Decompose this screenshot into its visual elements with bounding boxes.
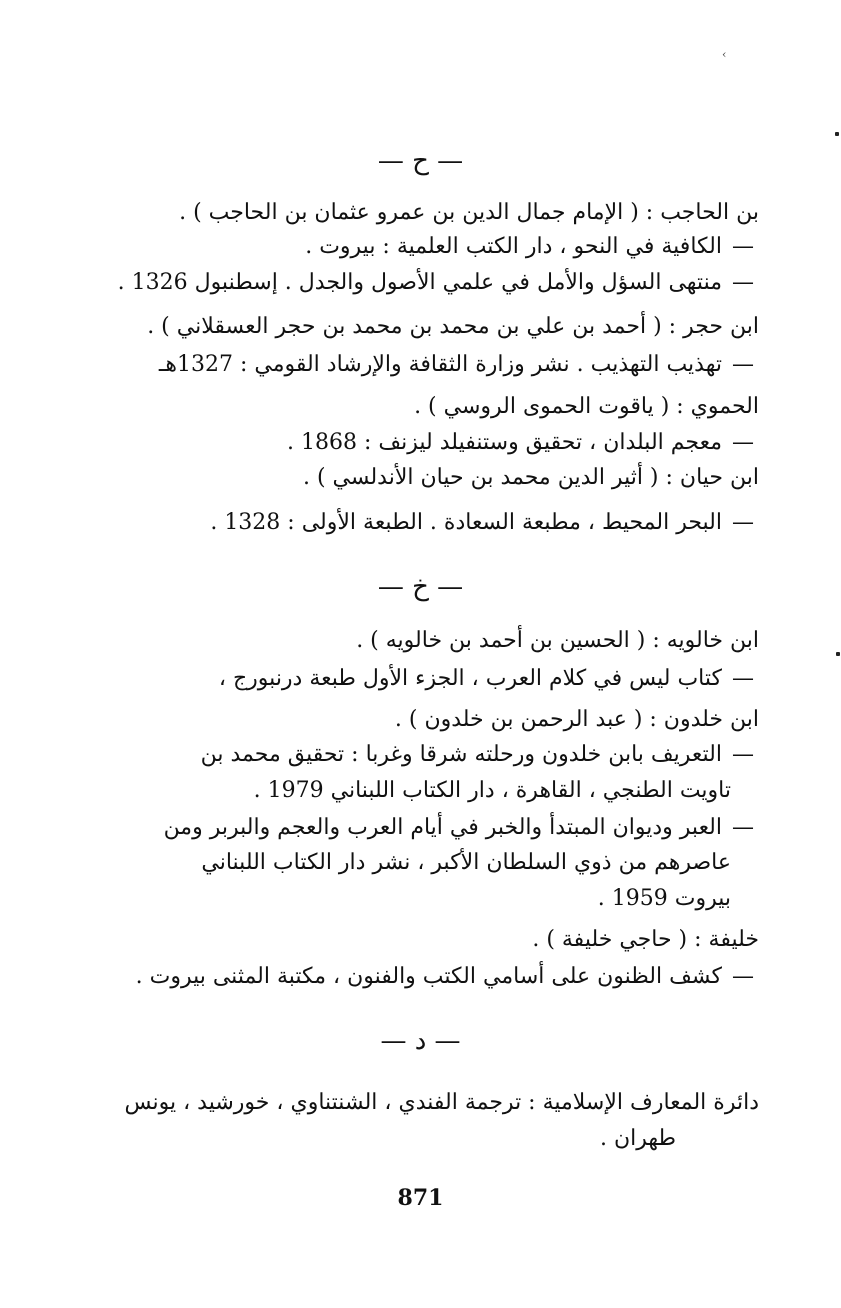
section-heading-ha: — ح — xyxy=(377,146,464,176)
corner-mark: ‹ xyxy=(722,48,727,61)
entry-work: —تهذيب التهذيب . نشر وزارة الثقافة والإرشاد القومي : 1327هـ xyxy=(158,352,754,377)
entry-author: الحموي : ( ياقوت الحموى الروسي ) . xyxy=(414,394,759,419)
entry-work: —العبر وديوان المبتدأ والخبر في أيام العرب والعجم والبربر ومن xyxy=(163,815,754,840)
entry-work-continued: عاصرهم من ذوي السلطان الأكبر ، نشر دار الكتاب اللبناني xyxy=(201,850,731,875)
entry-work: —معجم البلدان ، تحقيق وستنفيلد ليزنف : 1868 . xyxy=(286,430,754,455)
entry-author: ابن خلدون : ( عبد الرحمن بن خلدون ) . xyxy=(394,707,759,732)
entry-author: ابن حجر : ( أحمد بن علي بن محمد بن محمد بن حجر العسقلاني ) . xyxy=(147,314,759,339)
entry-author: ابن خالويه : ( الحسين بن أحمد بن خالويه ) . xyxy=(356,628,759,653)
margin-mark xyxy=(835,132,839,136)
entry-author: بن الحاجب : ( الإمام جمال الدين بن عمرو عثمان بن الحاجب ) . xyxy=(179,200,759,225)
entry-work-continued: طهران . xyxy=(599,1126,676,1151)
entry-work: —كتاب ليس في كلام العرب ، الجزء الأول طبعة درنبورج ، xyxy=(218,666,754,691)
section-heading-dal: — د — xyxy=(380,1026,461,1056)
entry-author: خليفة : ( حاجي خليفة ) . xyxy=(532,927,759,952)
entry-work: —البحر المحيط ، مطبعة السعادة . الطبعة الأولى : 1328 . xyxy=(210,510,754,535)
margin-mark xyxy=(836,652,840,656)
entry-work: —كشف الظنون على أسامي الكتب والفنون ، مكتبة المثنى بيروت . xyxy=(135,964,754,989)
entry-work: —الكافية في النحو ، دار الكتب العلمية : بيروت . xyxy=(305,234,754,259)
entry-work-continued: بيروت 1959 . xyxy=(597,886,731,911)
entry-work: —منتهى السؤل والأمل في علمي الأصول والجدل . إسطنبول 1326 . xyxy=(117,270,754,295)
section-heading-kha: — خ — xyxy=(377,572,464,602)
entry-author: دائرة المعارف الإسلامية : ترجمة الفندي ، الشنتناوي ، خورشيد ، يونس xyxy=(124,1090,759,1115)
entry-work-continued: تاويت الطنجي ، القاهرة ، دار الكتاب اللبناني 1979 . xyxy=(253,778,731,803)
entry-work: —التعريف بابن خلدون ورحلته شرقا وغربا : تحقيق محمد بن xyxy=(200,742,754,767)
entry-author: ابن حيان : ( أثير الدين محمد بن حيان الأندلسي ) . xyxy=(302,465,759,490)
page-number: 871 xyxy=(397,1185,444,1211)
